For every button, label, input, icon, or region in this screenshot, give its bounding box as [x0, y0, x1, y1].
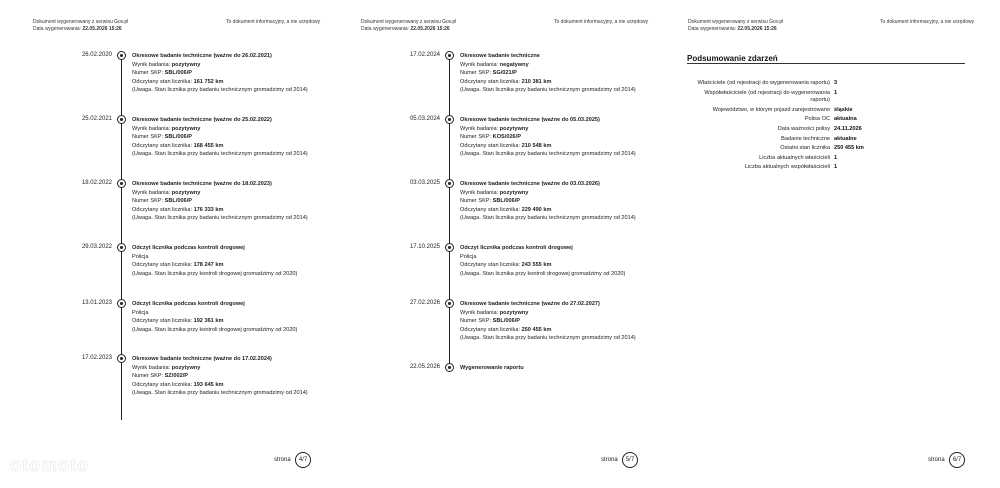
summary-row: Badanie techniczne aktualne	[781, 135, 857, 142]
field-label: Wynik badania:	[460, 189, 499, 196]
event-date: 22.05.2026	[409, 364, 440, 370]
event-date: 17.02.2023	[81, 355, 112, 361]
event-date: 17.10.2025	[409, 244, 440, 250]
field-label: Wynik badania:	[132, 364, 171, 371]
event-details	[460, 300, 650, 343]
summary-row: Polisa OC aktualna	[804, 116, 857, 123]
event-details	[132, 52, 322, 95]
field-value: 210 381 km	[521, 78, 552, 85]
timeline-dot-icon	[117, 243, 126, 252]
field-value: pozytywny	[171, 61, 201, 68]
event-note: (Uwaga. Stan licznika przy badaniu technicznym gromadzimy od 2014)	[132, 390, 308, 396]
field-label: Numer SKP:	[460, 70, 492, 76]
field-label: Numer SKP:	[460, 198, 492, 204]
field-label: Odczytany stan licznika:	[132, 206, 193, 213]
event-field	[132, 364, 322, 373]
event-title: Okresowe badanie techniczne (ważne do 17.02.2024)	[132, 356, 272, 362]
field-value: 243 555 km	[521, 262, 552, 268]
field-label: Numer SKP:	[132, 70, 164, 76]
event-title: Okresowe badanie techniczne (ważne do 27.02.2027)	[460, 301, 600, 307]
event-note: (Uwaga. Stan licznika przy badaniu technicznym gromadzimy od 2014)	[460, 215, 636, 221]
event-field	[460, 197, 650, 206]
event-details	[132, 355, 322, 398]
report-page-6: Dokument wygenerowany z serwisu Gov.pl Data wygenerowania: 22.05.2026 15:26 To dokument informacyjny, a nie urzędowy Podsumowanie zdarzeń Właściciele (od rejestracji do wygenerowania raportu) 3 Współwłaściciele (od rejestracji do wygenerowania raportu) 1 Województwo, w którym pojazd zarejestrowano śląskie Polisa OC aktualna Data ważności polisy 24.11.2026 Badanie techniczne aktualne Ostatni stan licznika 250 455 km Liczba aktualnych właścicieli 1 Liczba aktualnych współwłaścicieli 1 strona 6/7	[656, 0, 1000, 488]
field-label: Odczytany stan licznika:	[132, 318, 193, 324]
field-value: SBL/006/P	[492, 198, 521, 204]
event-field	[132, 78, 322, 87]
timeline-dot-icon	[117, 115, 126, 124]
event-details	[460, 116, 650, 159]
field-label: Numer SKP:	[132, 373, 164, 379]
event-date: 27.02.2026	[409, 300, 440, 306]
header-source: Dokument wygenerowany z serwisu Gov.pl Data wygenerowania: 22.05.2026 15:26	[688, 19, 784, 32]
event-note: (Uwaga. Stan licznika przy badaniu technicznym gromadzimy od 2014)	[460, 87, 636, 93]
summary-title: Podsumowanie zdarzeń	[687, 54, 778, 63]
field-value: 168 455 km	[193, 142, 224, 149]
event-field	[460, 206, 650, 215]
field-value: pozytywny	[171, 189, 201, 196]
event-title: Wygenerowanie raportu	[460, 365, 524, 371]
event-field	[460, 78, 650, 87]
event-note: (Uwaga. Stan licznika przy badaniu technicznym gromadzimy od 2014)	[132, 87, 308, 93]
event-details	[132, 244, 322, 278]
field-label: Odczytany stan licznika:	[460, 326, 521, 333]
event-title: Okresowe badanie techniczne (ważne do 03.03.2026)	[460, 181, 600, 187]
field-label: Wynik badania:	[132, 125, 171, 132]
field-value: 178 247 km	[193, 262, 224, 268]
timeline-line	[121, 56, 122, 420]
field-label: Odczytany stan licznika:	[460, 142, 521, 149]
event-field	[460, 133, 650, 142]
timeline-dot-icon	[445, 299, 454, 308]
event-field	[460, 309, 650, 318]
header-disclaimer: To dokument informacyjny, a nie urzędowy	[880, 19, 975, 25]
event-field	[132, 125, 322, 134]
event-field	[132, 197, 322, 206]
page-number-badge: 6/7	[949, 452, 965, 468]
field-label: Wynik badania:	[132, 61, 171, 68]
event-date: 13.01.2023	[81, 300, 112, 306]
event-title: Okresowe badanie techniczne (ważne do 05.03.2025)	[460, 117, 600, 123]
event-date: 05.03.2024	[409, 116, 440, 122]
field-label: Odczytany stan licznika:	[132, 381, 193, 388]
field-value: 210 548 km	[521, 142, 552, 149]
event-field	[460, 69, 650, 78]
event-source: Policja	[132, 309, 149, 316]
event-note: (Uwaga. Stan licznika przy badaniu technicznym gromadzimy od 2014)	[460, 335, 636, 341]
field-value: pozytywny	[171, 364, 201, 371]
event-title: Okresowe badanie techniczne	[460, 53, 540, 59]
event-field	[132, 61, 322, 70]
event-details	[460, 244, 650, 278]
header-disclaimer: To dokument informacyjny, a nie urzędowy	[554, 19, 649, 25]
field-label: Wynik badania:	[460, 61, 499, 68]
field-value: SZ/002/P	[164, 373, 188, 379]
field-label: Odczytany stan licznika:	[132, 142, 193, 149]
event-field	[132, 317, 322, 326]
event-field	[132, 206, 322, 215]
event-details	[132, 180, 322, 223]
summary-table	[687, 80, 965, 174]
report-page-4: Dokument wygenerowany z serwisu Gov.pl Data wygenerowania: 22.05.2026 15:26 To dokument informacyjny, a nie urzędowy 26.02.2020 Okresowe badanie techniczne (ważne do 26.02.2021) Wynik badania: pozytywny Numer SKP: SBL/006/P Odczytany stan licznika: 161 752 km (Uwaga. Stan licznika przy badaniu technicznym gromadzimy od 2014) 25.02.2021 Okresowe badanie techniczne (ważne do 25.02.2022) Wynik badania: pozytywny Numer SKP: SBL/006/P Odczytany stan licznika: 168 455 km (Uwaga. Stan licznika przy badaniu technicznym gromadzimy od 2014) 18.02.2022 Okresowe badanie techniczne (ważne do 18.02.2023) Wynik badania: pozytywny Numer SKP: SBL/006/P Odczytany stan licznika: 176 333 km (Uwaga. Stan licznika przy badaniu technicznym gromadzimy od 2014) 29.03.2022 Odczyt licznika podczas kontroli drogowej Policja Odczytany stan licznika: 178 247 km (Uwaga. Stan licznika przy kontroli drogowej gromadzimy od 2020) 13.01.2023 Odczyt licznika podczas kontroli drogowej Policja Odczytany stan licznika: 192 361 km (Uwaga. Stan licznika przy kontroli drogowej gromadzimy od 2020) 17.02.2023 Okresowe badanie techniczne (ważne do 17.02.2024) Wynik badania: pozytywny Numer SKP: SZ/002/P Odczytany stan licznika: 193 645 km (Uwaga. Stan licznika przy badaniu technicznym gromadzimy od 2014) strona 4/7 otomoto	[10, 19, 321, 475]
page-number-badge: 5/7	[622, 452, 638, 468]
summary-row: Liczba aktualnych współwłaścicieli 1	[744, 164, 838, 171]
summary-row: Województwo, w którym pojazd zarejestrowano śląskie	[712, 106, 853, 113]
field-value: negatywny	[499, 61, 529, 68]
event-details	[460, 52, 650, 95]
event-source: Policja	[460, 253, 477, 260]
header-source: Dokument wygenerowany z serwisu Gov.pl Data wygenerowania: 22.05.2026 15:26	[33, 19, 129, 32]
field-value: pozytywny	[499, 309, 529, 316]
summary-row: Ostatni stan licznika 250 455 km	[780, 145, 864, 152]
event-details	[132, 300, 322, 334]
event-title: Okresowe badanie techniczne (ważne do 26.02.2021)	[132, 53, 272, 59]
field-label: Numer SKP:	[460, 134, 492, 140]
field-value: 250 455 km	[521, 326, 552, 333]
event-date: 29.03.2022	[81, 244, 112, 250]
event-date: 18.02.2022	[81, 180, 112, 186]
event-note: (Uwaga. Stan licznika przy kontroli drogowej gromadzimy od 2020)	[460, 270, 626, 277]
field-value: pozytywny	[171, 125, 201, 132]
timeline-dot-icon	[445, 115, 454, 124]
field-label: Wynik badania:	[460, 309, 499, 316]
header-disclaimer: To dokument informacyjny, a nie urzędowy	[226, 19, 321, 25]
field-value: KOS/026/P	[492, 134, 521, 140]
event-note: (Uwaga. Stan licznika przy badaniu technicznym gromadzimy od 2014)	[132, 151, 308, 157]
field-label: Wynik badania:	[132, 189, 171, 196]
event-field	[132, 142, 322, 151]
summary-divider	[687, 63, 965, 64]
event-field	[132, 261, 322, 270]
field-value: 229 490 km	[521, 206, 552, 213]
field-value: pozytywny	[499, 189, 529, 196]
event-field	[460, 326, 650, 335]
timeline-dot-icon	[445, 179, 454, 188]
field-value: 176 333 km	[193, 206, 224, 213]
summary-row: Właściciele (od rejestracji do wygenerowania raportu) 3	[697, 80, 838, 86]
timeline-dot-icon	[117, 299, 126, 308]
event-field	[132, 372, 322, 381]
field-value: SBL/006/P	[164, 198, 193, 204]
timeline-dot-icon	[117, 51, 126, 60]
timeline-dot-icon	[445, 243, 454, 252]
event-field	[460, 61, 650, 70]
event-title: Okresowe badanie techniczne (ważne do 18.02.2023)	[132, 181, 272, 187]
summary-row: Współwłaściciele (od rejestracji do wygenerowania raportu) 1	[704, 89, 838, 104]
event-date: 26.02.2020	[81, 52, 112, 58]
event-field	[460, 125, 650, 134]
event-title: Odczyt licznika podczas kontroli drogowej	[460, 245, 573, 251]
event-note: (Uwaga. Stan licznika przy kontroli drogowej gromadzimy od 2020)	[132, 270, 298, 277]
field-label: Odczytany stan licznika:	[460, 78, 521, 85]
report-page-5: Dokument wygenerowany z serwisu Gov.pl Data wygenerowania: 22.05.2026 15:26 To dokument informacyjny, a nie urzędowy 17.02.2024 Okresowe badanie techniczne Wynik badania: negatywny Numer SKP: SG/021/P Odczytany stan licznika: 210 381 km (Uwaga. Stan licznika przy badaniu technicznym gromadzimy od 2014) 05.03.2024 Okresowe badanie techniczne (ważne do 05.03.2025) Wynik badania: pozytywny Numer SKP: KOS/026/P Odczytany stan licznika: 210 548 km (Uwaga. Stan licznika przy badaniu technicznym gromadzimy od 2014) 03.03.2025 Okresowe badanie techniczne (ważne do 03.03.2026) Wynik badania: pozytywny Numer SKP: SBL/006/P Odczytany stan licznika: 229 490 km (Uwaga. Stan licznika przy badaniu technicznym gromadzimy od 2014) 17.10.2025 Odczyt licznika podczas kontroli drogowej Policja Odczytany stan licznika: 243 555 km (Uwaga. Stan licznika przy kontroli drogowej gromadzimy od 2020) 27.02.2026 Okresowe badanie techniczne (ważne do 27.02.2027) Wynik badania: pozytywny Numer SKP: SBL/006/P Odczytany stan licznika: 250 455 km (Uwaga. Stan licznika przy badaniu technicznym gromadzimy od 2014) 22.05.2026 Wygenerowanie raportu strona 5/7	[328, 0, 656, 488]
event-title: Odczyt licznika podczas kontroli drogowej	[132, 245, 245, 251]
event-title: Okresowe badanie techniczne (ważne do 25.02.2022)	[132, 117, 272, 123]
watermark-logo: otomoto	[10, 455, 89, 475]
field-value: SBL/006/P	[164, 70, 193, 76]
event-field	[460, 261, 650, 270]
field-label: Numer SKP:	[132, 134, 164, 140]
field-value: 193 645 km	[193, 381, 224, 388]
timeline-dot-icon	[117, 179, 126, 188]
field-value: SBL/006/P	[492, 318, 521, 324]
event-details	[460, 364, 650, 373]
event-field	[132, 189, 322, 198]
summary-row: Data ważności polisy 24.11.2026	[777, 125, 862, 132]
event-details	[460, 180, 650, 223]
event-note: (Uwaga. Stan licznika przy badaniu technicznym gromadzimy od 2014)	[460, 151, 636, 157]
page-number-badge: 4/7	[295, 452, 311, 468]
event-note: (Uwaga. Stan licznika przy kontroli drogowej gromadzimy od 2020)	[132, 326, 298, 333]
event-field	[460, 142, 650, 151]
field-label: Odczytany stan licznika:	[132, 78, 193, 85]
field-label: Odczytany stan licznika:	[460, 262, 521, 268]
event-note: (Uwaga. Stan licznika przy badaniu technicznym gromadzimy od 2014)	[132, 215, 308, 221]
event-field	[132, 133, 322, 142]
event-details	[132, 116, 322, 159]
summary-row: Liczba aktualnych właścicieli 1	[759, 154, 838, 161]
field-label: Wynik badania:	[460, 125, 499, 132]
event-source: Policja	[132, 253, 149, 260]
field-label: Odczytany stan licznika:	[460, 206, 521, 213]
event-field	[132, 381, 322, 390]
event-field	[132, 69, 322, 78]
field-value: 192 361 km	[193, 318, 224, 324]
event-field	[460, 189, 650, 198]
field-value: pozytywny	[499, 125, 529, 132]
event-date: 17.02.2024	[409, 52, 440, 58]
timeline-line	[449, 56, 450, 370]
field-value: SG/021/P	[492, 70, 517, 76]
field-label: Odczytany stan licznika:	[132, 262, 193, 268]
timeline-dot-icon	[445, 51, 454, 60]
event-date: 03.03.2025	[409, 180, 440, 186]
timeline-dot-icon	[445, 363, 454, 372]
event-title: Odczyt licznika podczas kontroli drogowej	[132, 301, 245, 307]
event-date: 25.02.2021	[81, 116, 112, 122]
header-source: Dokument wygenerowany z serwisu Gov.pl Data wygenerowania: 22.05.2026 15:26	[361, 19, 457, 32]
field-value: 161 752 km	[193, 78, 224, 85]
timeline-dot-icon	[117, 354, 126, 363]
field-value: SBL/006/P	[164, 134, 193, 140]
field-label: Numer SKP:	[132, 198, 164, 204]
event-field	[460, 317, 650, 326]
field-label: Numer SKP:	[460, 318, 492, 324]
